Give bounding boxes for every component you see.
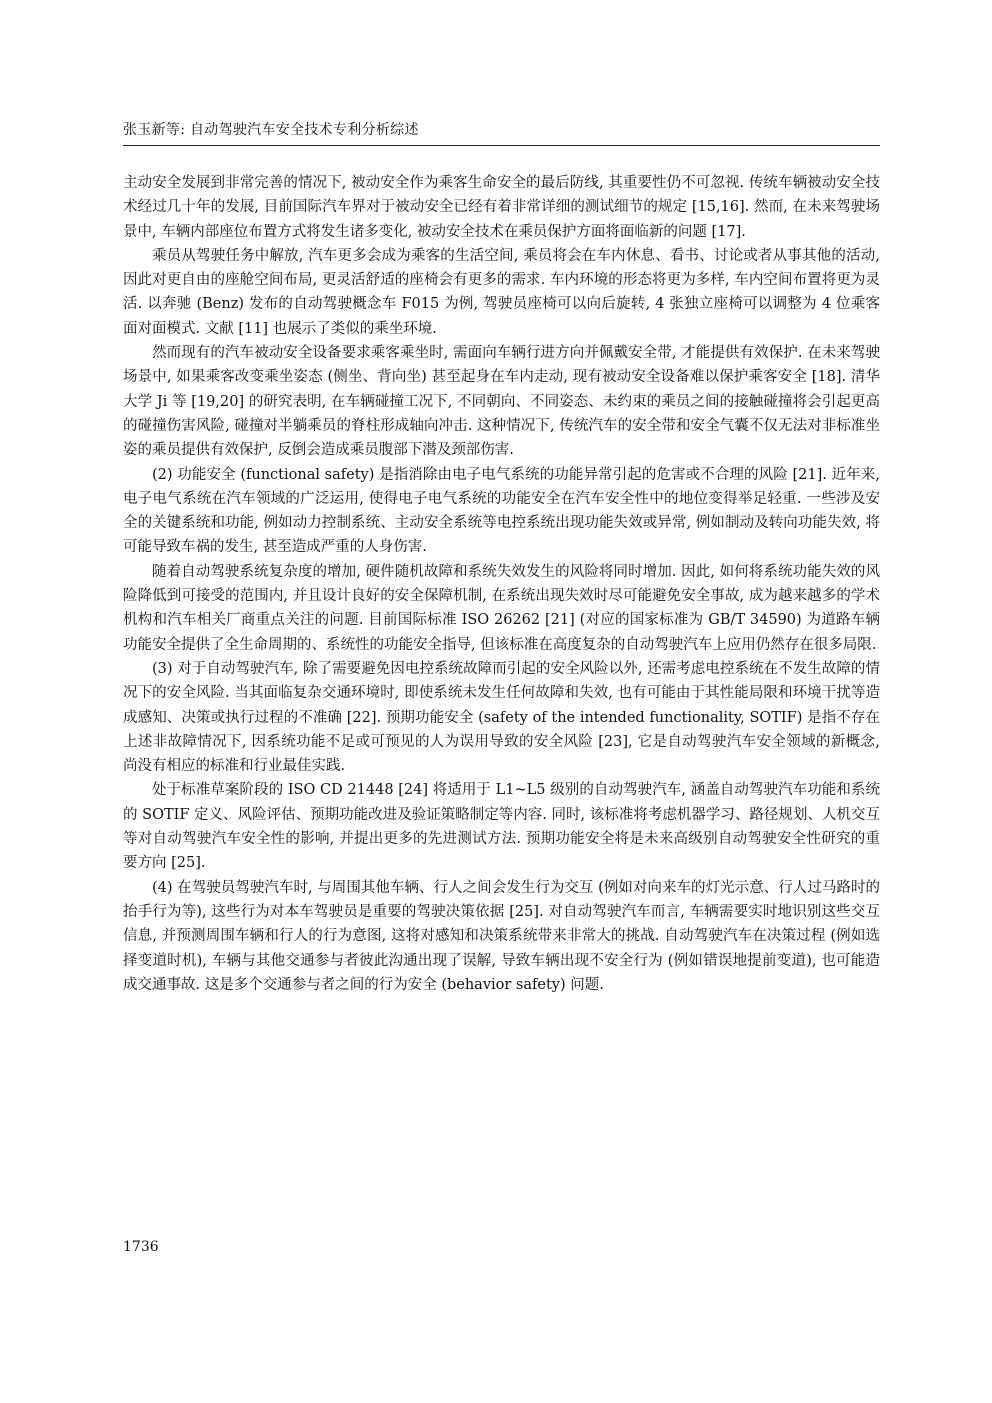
paragraph: 主动安全发展到非常完善的情况下, 被动安全作为乘客生命安全的最后防线, 其重要性仍不可忽视. 传统车辆被动安全技术经过几十年的发展, 目前国际汽车界对于被动安全已经有着非常详细的测试细节的规定 [15,16]. 然而, 在未来驾驶场景中, 车辆内部座位布置方式将发生诸多变化, 被动安全技术在乘员保护方面将面临新的问题 [17]. [123,175,880,240]
header-rule [123,145,880,146]
page-number: 1736 [123,1239,159,1255]
paragraph: 处于标准草案阶段的 ISO CD 21448 [24] 将适用于 L1~L5 级别的自动驾驶汽车, 涵盖自动驾驶汽车功能和系统的 SOTIF 定义、风险评估、预期功能改进及验证策略制定等内容. 同时, 该标准将考虑机器学习、路径规划、人机交互等对自动驾驶汽车安全性的影响, 并提出更多的先进测试方法. 预期功能安全将是未来高级别自动驾驶安全性研究的重要方向 [25]. [123,782,880,872]
paragraph: (2) 功能安全 (functional safety) 是指消除由电子电气系统的功能异常引起的危害或不合理的风险 [21]. 近年来, 电子电气系统在汽车领域的广泛运用, 使得电子电气系统的功能安全在汽车安全性中的地位变得举足轻重. 一些涉及安全的关键系统和功能, 例如动力控制系统、主动安全系统等电控系统出现功能失效或异常, 例如制动及转向功能失效, 将可能导致车祸的发生, 甚至造成严重的人身伤害. [123,466,880,556]
running-head: 张玉新等: 自动驾驶汽车安全技术专利分析综述 [123,122,419,138]
body-text [123,171,880,997]
paragraph: 乘员从驾驶任务中解放, 汽车更多会成为乘客的生活空间, 乘员将会在车内休息、看书、讨论或者从事其他的活动, 因此对更自由的座舱空间布局, 更灵活舒适的座椅会有更多的需求. 车内环境的形态将更为多样, 车内空间布置将更为灵活. 以奔驰 (Benz) 发布的自动驾驶概念车 F015 为例, 驾驶员座椅可以向后旋转, 4 张独立座椅可以调整为 4 位乘客面对面模式. 文献 [11] 也展示了类似的乘坐环境. [123,247,880,337]
paragraph: (4) 在驾驶员驾驶汽车时, 与周围其他车辆、行人之间会发生行为交互 (例如对向来车的灯光示意、行人过马路时的抬手行为等), 这些行为对本车驾驶员是重要的驾驶决策依据 [25]. 对自动驾驶汽车而言, 车辆需要实时地识别这些交互信息, 并预测周围车辆和行人的行为意图, 这将对感知和决策系统带来非常大的挑战. 自动驾驶汽车在决策过程 (例如选择变道时机), 车辆与其他交通参与者彼此沟通出现了误解, 导致车辆出现不安全行为 (例如错误地提前变道), 也可能造成交通事故. 这是多个交通参与者之间的行为安全 (behavior safety) 问题. [123,879,880,993]
paragraph: (3) 对于自动驾驶汽车, 除了需要避免因电控系统故障而引起的安全风险以外, 还需考虑电控系统在不发生故障的情况下的安全风险. 当其面临复杂交通环境时, 即使系统未发生任何故障和失效, 也有可能由于其性能局限和环境干扰等造成感知、决策或执行过程的不准确 [22]. 预期功能安全 (safety of the intended functionality, SOTIF) 是指不存在上述非故障情况下, 因系统功能不足或可预见的人为误用导致的安全风险 [23], 它是自动驾驶汽车安全领域的新概念, 尚没有相应的标准和行业最佳实践. [123,660,880,775]
paragraph: 然而现有的汽车被动安全设备要求乘客乘坐时, 需面向车辆行进方向并佩戴安全带, 才能提供有效保护. 在未来驾驶场景中, 如果乘客改变乘坐姿态 (侧坐、背向坐) 甚至起身在车内走动, 现有被动安全设备难以保护乘客安全 [18]. 清华大学 Ji 等 [19,20] 的研究表明, 在车辆碰撞工况下, 不同朝向、不同姿态、未约束的乘员之间的接触碰撞将会引起更高的碰撞伤害风险, 碰撞对半躺乘员的脊柱形成轴向冲击. 这种情况下, 传统汽车的安全带和安全气囊不仅无法对非标准坐姿的乘员提供有效保护, 反倒会造成乘员腹部下潜及颈部伤害. [123,345,880,459]
paragraph: 随着自动驾驶系统复杂度的增加, 硬件随机故障和系统失效发生的风险将同时增加. 因此, 如何将系统功能失效的风险降低到可接受的范围内, 并且设计良好的安全保障机制, 在系统出现失效时尽可能避免安全事故, 成为越来越多的学术机构和汽车相关厂商重点关注的问题. 目前国际标准 ISO 26262 [21] (对应的国家标准为 GB/T 34590) 为道路车辆功能安全提供了全生命周期的、系统性的功能安全指导, 但该标准在高度复杂的自动驾驶汽车上应用仍然存在很多局限. [123,563,880,653]
